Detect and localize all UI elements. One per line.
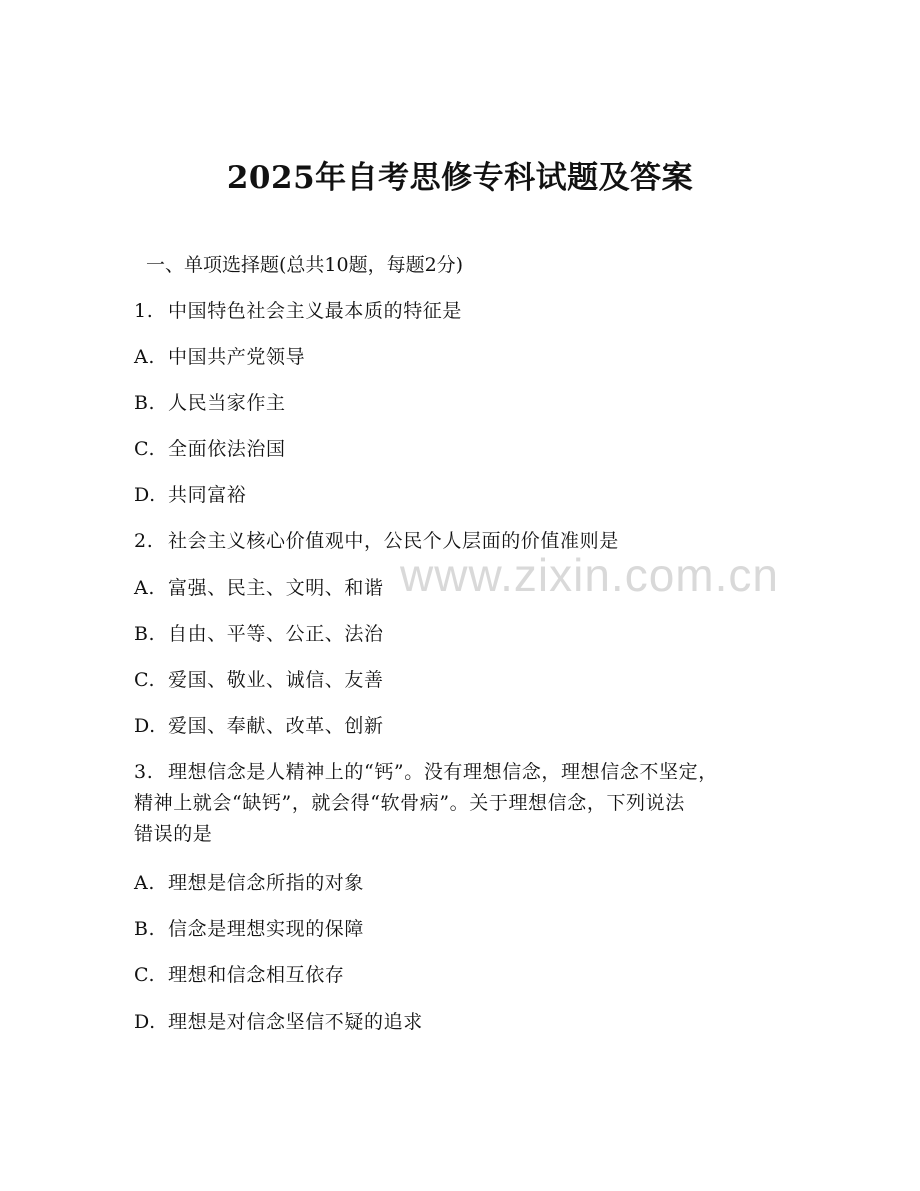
question-text: 理想信念是人精神上的“钙”。没有理想信念，理想信念不坚定， [168,761,718,783]
question-3-stem-line-2 [134,788,786,818]
question-number: 3. [134,761,154,783]
question-2-stem [134,526,786,556]
question-text: 中国特色社会主义最本质的特征是 [168,300,463,322]
option-3a [134,868,786,898]
document-title: 2025年自考思修专科试题及答案 [226,160,694,196]
option-letter: C. [134,669,156,691]
option-letter: C. [134,964,156,986]
question-1-stem [134,296,786,326]
option-letter: D. [134,484,156,506]
option-3c [134,960,786,990]
question-text: 精神上就会“缺钙”，就会得“软骨病”。关于理想信念，下列说法 [134,792,685,814]
option-text: 理想是对信念坚信不疑的追求 [168,1011,423,1033]
question-text: 社会主义核心价值观中，公民个人层面的价值准则是 [168,530,619,552]
question-3-stem-line-1 [134,757,786,787]
question-number: 1. [134,300,154,322]
option-text: 中国共产党领导 [168,346,306,368]
watermark: www.zixin.com.cn [400,549,779,601]
option-text: 全面依法治国 [168,438,286,460]
option-letter: B. [134,918,156,940]
option-letter: D. [134,1011,156,1033]
option-1b [134,388,786,418]
option-text: 自由、平等、公正、法治 [168,623,384,645]
option-letter: B. [134,392,156,414]
option-1d [134,480,786,510]
question-text: 错误的是 [134,823,213,845]
option-1c [134,434,786,464]
section-heading: 一、单项选择题(总共10题，每题2分) [146,254,464,276]
option-2a [134,573,786,603]
option-letter: C. [134,438,156,460]
option-letter: A. [134,872,155,894]
option-text: 理想是信念所指的对象 [168,872,365,894]
option-3d [134,1007,786,1037]
option-letter: A. [134,577,155,599]
option-2d [134,711,786,741]
question-3-stem-line-3 [134,819,786,849]
option-letter: D. [134,715,156,737]
option-2b [134,619,786,649]
option-letter: A. [134,346,155,368]
option-2c [134,665,786,695]
question-number: 2. [134,530,154,552]
option-text: 爱国、敬业、诚信、友善 [168,669,384,691]
option-text: 人民当家作主 [168,392,286,414]
option-1a [134,342,786,372]
option-text: 爱国、奉献、改革、创新 [168,715,384,737]
option-text: 信念是理想实现的保障 [168,918,365,940]
option-3b [134,914,786,944]
option-letter: B. [134,623,156,645]
option-text: 富强、民主、文明、和谐 [168,577,384,599]
option-text: 理想和信念相互依存 [168,964,345,986]
option-text: 共同富裕 [168,484,247,506]
